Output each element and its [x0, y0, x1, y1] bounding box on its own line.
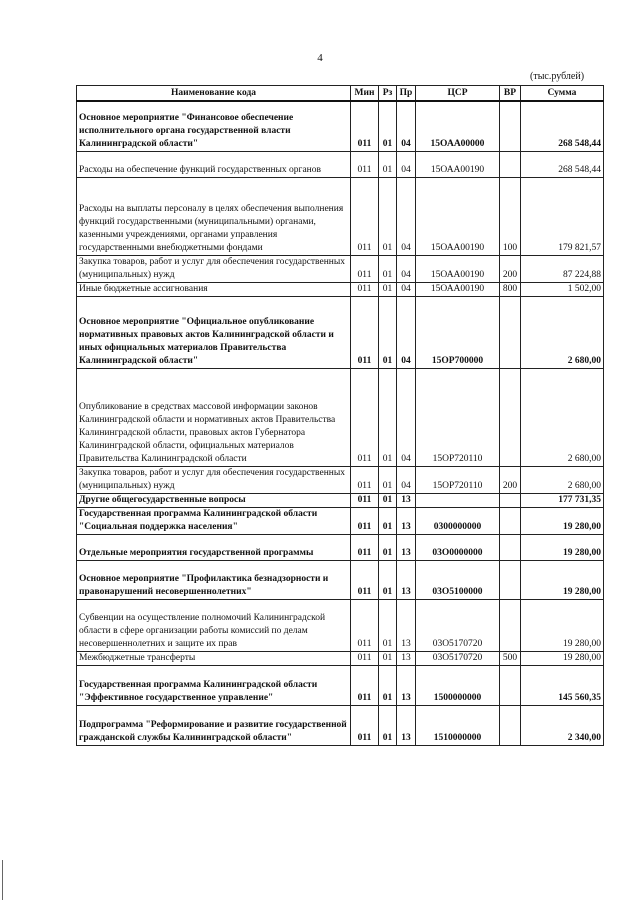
margin-mark — [2, 860, 7, 900]
cell-name: Государственная программа Калининградской области "Социальная поддержка населения" — [77, 507, 351, 534]
cell-vr — [500, 296, 521, 368]
table-row — [77, 466, 604, 493]
cell-min: 011 — [351, 368, 379, 466]
cell-rz: 01 — [379, 151, 397, 177]
cell-sum: 2 680,00 — [521, 368, 604, 466]
cell-csr: 15ОАА00190 — [416, 151, 500, 177]
cell-name: Основное мероприятие "Финансовое обеспечение исполнительного органа государственной власти Калининградской области" — [77, 101, 351, 151]
cell-name: Закупка товаров, работ и услуг для обеспечения государственных (муниципальных) нужд — [77, 466, 351, 493]
cell-name: Закупка товаров, работ и услуг для обеспечения государственных (муниципальных) нужд — [77, 255, 351, 282]
cell-sum: 145 560,35 — [521, 665, 604, 705]
cell-pr: 13 — [397, 651, 416, 665]
cell-min: 011 — [351, 651, 379, 665]
cell-name: Отдельные мероприятия государственной программы — [77, 534, 351, 560]
cell-pr: 13 — [397, 534, 416, 560]
cell-sum: 19 280,00 — [521, 651, 604, 665]
cell-sum: 268 548,44 — [521, 101, 604, 151]
units-label: (тыс.рублей) — [530, 71, 585, 82]
cell-pr: 13 — [397, 507, 416, 534]
cell-name: Расходы на выплаты персоналу в целях обеспечения выполнения функций государственными (муниципальными) органами, казенными учреждениями, органами управления государственными внебюджетными фондами — [77, 177, 351, 255]
cell-name: Другие общегосударственные вопросы — [77, 493, 351, 507]
cell-name: Основное мероприятие "Официальное опубликование нормативных правовых актов Калининградской области и иных официальных материалов Правительства Калининградской области" — [77, 296, 351, 368]
cell-pr: 04 — [397, 177, 416, 255]
table-row — [77, 705, 604, 745]
cell-vr — [500, 151, 521, 177]
cell-min: 011 — [351, 296, 379, 368]
cell-vr — [500, 507, 521, 534]
cell-csr: 1510000000 — [416, 705, 500, 745]
header-sum: Сумма — [521, 86, 604, 102]
cell-vr — [500, 560, 521, 599]
cell-csr: 15ОАА00190 — [416, 177, 500, 255]
cell-name: Подпрограмма "Реформирование и развитие государственной гражданской службы Калининградской области" — [77, 705, 351, 745]
header-csr: ЦСР — [416, 86, 500, 102]
cell-min: 011 — [351, 151, 379, 177]
cell-csr: 15ОР700000 — [416, 296, 500, 368]
cell-csr: 15ОАА00190 — [416, 282, 500, 296]
cell-sum: 19 280,00 — [521, 599, 604, 651]
cell-min: 011 — [351, 493, 379, 507]
cell-name: Государственная программа Калининградской области "Эффективное государственное управление" — [77, 665, 351, 705]
cell-rz: 01 — [379, 368, 397, 466]
cell-sum: 2 680,00 — [521, 466, 604, 493]
cell-vr: 200 — [500, 255, 521, 282]
cell-sum: 87 224,88 — [521, 255, 604, 282]
table-row — [77, 493, 604, 507]
cell-min: 011 — [351, 665, 379, 705]
page-number: 4 — [317, 52, 323, 64]
cell-vr: 500 — [500, 651, 521, 665]
cell-pr: 13 — [397, 560, 416, 599]
cell-csr: 1500000000 — [416, 665, 500, 705]
table-row — [77, 151, 604, 177]
cell-vr: 100 — [500, 177, 521, 255]
table-row — [77, 255, 604, 282]
cell-rz: 01 — [379, 665, 397, 705]
cell-csr: 15ОАА00190 — [416, 255, 500, 282]
cell-pr: 13 — [397, 493, 416, 507]
table-row — [77, 599, 604, 651]
cell-vr — [500, 101, 521, 151]
table-row — [77, 534, 604, 560]
cell-sum: 2 340,00 — [521, 705, 604, 745]
header-vr: ВР — [500, 86, 521, 102]
cell-sum: 19 280,00 — [521, 507, 604, 534]
table-row — [77, 177, 604, 255]
cell-csr: 03О5100000 — [416, 560, 500, 599]
cell-sum: 177 731,35 — [521, 493, 604, 507]
table-row — [77, 296, 604, 368]
cell-min: 011 — [351, 282, 379, 296]
cell-sum: 179 821,57 — [521, 177, 604, 255]
cell-rz: 01 — [379, 534, 397, 560]
cell-vr — [500, 705, 521, 745]
cell-min: 011 — [351, 255, 379, 282]
cell-sum: 2 680,00 — [521, 296, 604, 368]
cell-name: Расходы на обеспечение функций государственных органов — [77, 151, 351, 177]
cell-vr: 200 — [500, 466, 521, 493]
cell-rz: 01 — [379, 101, 397, 151]
table-row — [77, 560, 604, 599]
cell-vr — [500, 534, 521, 560]
cell-csr — [416, 493, 500, 507]
cell-rz: 01 — [379, 493, 397, 507]
cell-min: 011 — [351, 705, 379, 745]
cell-csr: 15ОР720110 — [416, 466, 500, 493]
cell-csr: 03О5170720 — [416, 599, 500, 651]
cell-pr: 04 — [397, 151, 416, 177]
cell-min: 011 — [351, 101, 379, 151]
cell-rz: 01 — [379, 177, 397, 255]
cell-sum: 19 280,00 — [521, 560, 604, 599]
cell-vr — [500, 493, 521, 507]
cell-rz: 01 — [379, 651, 397, 665]
cell-rz: 01 — [379, 466, 397, 493]
cell-csr: 15ОР720110 — [416, 368, 500, 466]
cell-rz: 01 — [379, 507, 397, 534]
header-rz: Рз — [379, 86, 397, 102]
cell-sum: 1 502,00 — [521, 282, 604, 296]
cell-name: Иные бюджетные ассигнования — [77, 282, 351, 296]
cell-min: 011 — [351, 466, 379, 493]
cell-name: Межбюджетные трансферты — [77, 651, 351, 665]
header-min: Мин — [351, 86, 379, 102]
cell-rz: 01 — [379, 255, 397, 282]
table-header-row — [77, 86, 604, 102]
cell-name: Субвенции на осуществление полномочий Калининградской области в сфере организации работы комиссий по делам несовершеннолетних и защите их прав — [77, 599, 351, 651]
cell-sum: 268 548,44 — [521, 151, 604, 177]
header-pr: Пр — [397, 86, 416, 102]
table-row — [77, 368, 604, 466]
cell-vr — [500, 599, 521, 651]
cell-rz: 01 — [379, 599, 397, 651]
budget-table — [76, 85, 604, 746]
cell-name: Основное мероприятие "Профилактика безнадзорности и правонарушений несовершеннолетних" — [77, 560, 351, 599]
cell-min: 011 — [351, 599, 379, 651]
cell-csr: 03О5170720 — [416, 651, 500, 665]
cell-pr: 13 — [397, 599, 416, 651]
cell-csr: 15ОАА00000 — [416, 101, 500, 151]
cell-min: 011 — [351, 534, 379, 560]
cell-rz: 01 — [379, 282, 397, 296]
table-row — [77, 507, 604, 534]
cell-min: 011 — [351, 507, 379, 534]
table-row — [77, 282, 604, 296]
cell-pr: 04 — [397, 101, 416, 151]
cell-rz: 01 — [379, 560, 397, 599]
cell-vr: 800 — [500, 282, 521, 296]
cell-min: 011 — [351, 560, 379, 599]
cell-sum: 19 280,00 — [521, 534, 604, 560]
cell-pr: 04 — [397, 282, 416, 296]
table-row — [77, 665, 604, 705]
cell-min: 011 — [351, 177, 379, 255]
cell-vr — [500, 368, 521, 466]
cell-pr: 04 — [397, 296, 416, 368]
cell-pr: 04 — [397, 368, 416, 466]
cell-pr: 04 — [397, 466, 416, 493]
table-row — [77, 101, 604, 151]
cell-rz: 01 — [379, 296, 397, 368]
cell-csr: 03О0000000 — [416, 534, 500, 560]
cell-rz: 01 — [379, 705, 397, 745]
cell-pr: 04 — [397, 255, 416, 282]
cell-csr: 0300000000 — [416, 507, 500, 534]
table-row — [77, 651, 604, 665]
cell-name: Опубликование в средствах массовой информации законов Калининградской области и нормативных актов Правительства Калининградской области, правовых актов Губернатора Калининградской области, официальных материалов Правительства Калининградской области — [77, 368, 351, 466]
cell-pr: 13 — [397, 705, 416, 745]
header-name: Наименование кода — [77, 86, 351, 102]
cell-vr — [500, 665, 521, 705]
cell-pr: 13 — [397, 665, 416, 705]
